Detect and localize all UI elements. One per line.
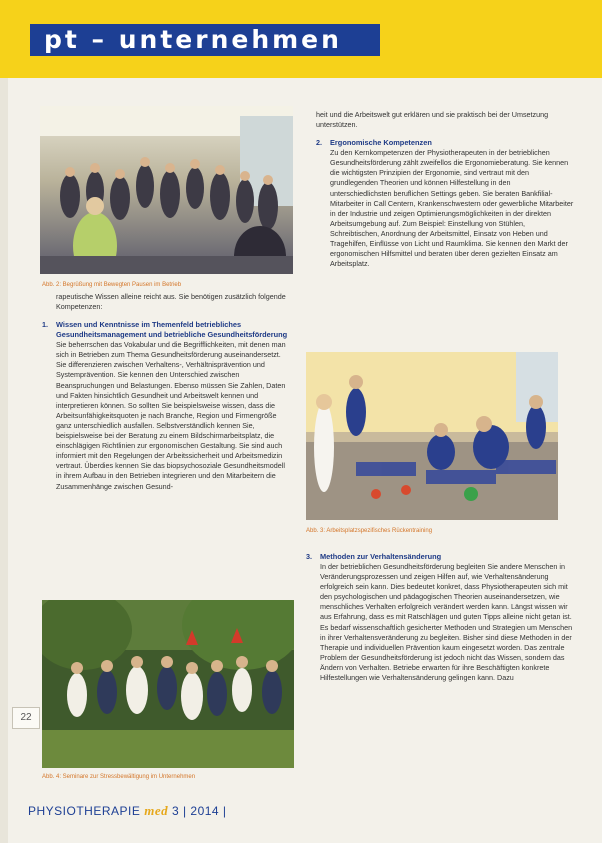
photo-caption-2: Abb. 3: Arbeitsplatzspezifisches Rückentraining: [306, 528, 433, 534]
list-body: In der betrieblichen Gesundheitsförderung begleiten Sie andere Menschen in Veränderungsprozessen und zeigen Hilfen auf, wie Verhaltensänderung erfolgreich sein kann. Dies bedeutet konkret, dass Physiotherapeuten sich mit den psychologischen und pädagogischen Theorien auseinandersetzen, wie menschliches Verhalten erfolgreich verändert werden kann. Längst wissen wir aus Erfahrung, dass es mit Ratschlägen und guten Tipps alleine nicht getan ist. Es bedarf wissenschaftlich gesicherter Methoden und Strategien um Menschen in ihrer Verhaltensveränderung zu begleiten. Bisher sind diese Methoden in der Therapie und individuellen Prävention kaum eingesetzt worden. Das zentrale Problem der Gesundheitsförderung ist jedoch nicht das Wissen, sondern das Ändern von Verhalten. Betriebe erwarten für ihre Beschäftigten konkrete Hilfestellungen wie Verhaltensänderung gelingen kann. Dazu: [320, 562, 573, 683]
right-column-top-text: [316, 110, 574, 269]
photo-outdoor-seminar-image: [42, 600, 294, 768]
photo-caption-3: Abb. 4: Seminare zur Stressbewältigung im Unternehmen: [42, 774, 196, 780]
photo-outdoor-seminar: [42, 600, 294, 768]
left-column-text: [42, 292, 292, 492]
list-number: 2.: [316, 138, 322, 148]
list-number: 1.: [42, 320, 48, 330]
list-body: Sie beherrschen das Vokabular und die Begrifflichkeiten, mit denen man sich in Betrieben zum Thema Gesundheitsförderung auseinandersetzt. Sie differenzieren zwischen Verhaltens-, Verhältnisprävention und Systemprävention. Sie kennen den Unterschied zwischen Beanspruchungen und Belastungen. Ebenso müssen Sie Zahlen, Daten und Fakten hinsichtlich Gesundheit und Arbeitswelt kennen und interpretieren können. So sollten Sie beispielsweise wissen, dass die Arbeitsunfähigkeitsquoten je nach Branche, Region und Firmengröße ganz unterschiedlich ausfallen. Selbstverständlich kennen Sie, beispielsweise bei der Beratung zu einem Bildschirmarbeitsplatz, die einschlägigen Richtlinien zur ergonomischen Gestaltung. Sie sind auch informiert mit den Regelungen der Arbeitssicherheit und Arbeitsmedizin vertraut. Überdies kennen Sie das biopsychosoziale Gesundheitsmodell in ihrem Aufbau in den Betrieben integrieren und den Mitarbeitern die Zusammenhänge zwischen Gesund-: [56, 340, 286, 491]
magazine-med: med: [144, 803, 169, 818]
list-number: 3.: [306, 552, 312, 561]
page-section-title: pt – unternehmen: [44, 25, 342, 54]
photo-caption-1: Abb. 2: Begrüßung mit Bewegten Pausen im Betrieb: [42, 282, 182, 288]
photo-group-exercise: [40, 106, 293, 274]
list-item-3: [306, 552, 574, 683]
binding-gutter: [0, 78, 8, 843]
list-item-2: [316, 138, 574, 269]
page-number: 22: [12, 707, 40, 729]
magazine-footer: [28, 803, 227, 819]
list-heading: Ergonomische Kompetenzen: [330, 138, 432, 148]
intro-paragraph: rapeutische Wissen alleine reicht aus. Sie benötigen zusätzlich folgende Kompetenzen:: [56, 292, 286, 312]
photo-group-exercise-image: [40, 106, 293, 274]
photo-back-training: [306, 352, 558, 520]
continued-paragraph: heit und die Arbeitswelt gut erklären und sie praktisch bei der Umsetzung unterstützen.: [316, 110, 549, 130]
list-item-1: [42, 320, 292, 491]
magazine-name: PHYSIOTHERAPIE: [28, 804, 141, 818]
right-column-bottom-text: [306, 552, 574, 683]
photo-back-training-image: [306, 352, 558, 520]
list-heading: Methoden zur Verhaltensänderung: [320, 552, 442, 561]
header-banner: [0, 0, 602, 78]
list-heading: Wissen und Kenntnisse im Themenfeld betriebliches Gesundheitsmanagement und betriebliche Gesundheitsförderung: [56, 320, 288, 340]
magazine-issue: 3 | 2014 |: [171, 804, 227, 818]
list-body: Zu den Kernkompetenzen der Physiotherapeuten in der betrieblichen Gesundheitsförderung zählt zweifellos die Ergonomieberatung. Sie kennen die wichtigsten Prinzipien der Ergonomie, sind vertraut mit den grundlegenden Theorien und können Hilfestellung in den unterschiedlichsten beruflichen Settings geben. Sie beraten Bankfilial-Mitarbeiter in Call Centern, Krankenschwestern oder gewerbliche Mitarbeiter in der Industrie und zeigen Optimierungsmöglichkeiten in der direkten Arbeitsumgebung auf. Zum Beispiel: Einstellung von Stühlen, Schreibtischen, Anordnung der Arbeitsmittel, Einsatz von Heben und Tragehilfen, Einflüsse von Licht und Raumklima. Sie kennen den Markt der ergonomischen Hilfsmittel und beraten über deren gezielten Einsatz am Arbeitsplatz.: [330, 148, 574, 269]
